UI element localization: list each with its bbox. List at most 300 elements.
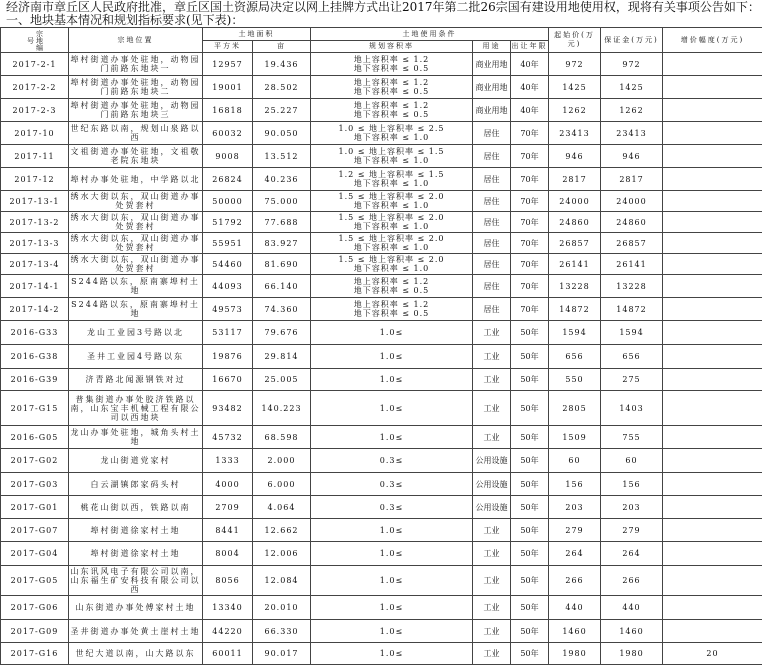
cell-use: 工业 bbox=[473, 519, 511, 542]
cell-deposit: 1460 bbox=[601, 620, 663, 643]
cell-location: 龙山办事处驻地，城角头村土地 bbox=[69, 426, 203, 449]
cell-sqm: 16818 bbox=[203, 99, 253, 122]
table-row bbox=[1, 76, 762, 99]
cell-start: 972 bbox=[549, 53, 601, 76]
cell-use: 工业 bbox=[473, 566, 511, 596]
cell-start: 1460 bbox=[549, 620, 601, 643]
table-row bbox=[1, 473, 762, 496]
cell-deposit: 946 bbox=[601, 145, 663, 168]
cell-sqm: 60011 bbox=[203, 643, 253, 665]
cell-sqm: 60032 bbox=[203, 122, 253, 145]
cell-mu: 12.006 bbox=[253, 542, 311, 566]
cell-use: 居住 bbox=[473, 254, 511, 275]
cell-inc bbox=[663, 519, 762, 542]
cell-term: 70年 bbox=[511, 145, 549, 168]
cell-use: 工业 bbox=[473, 542, 511, 566]
cell-use: 工业 bbox=[473, 620, 511, 643]
cell-code: 2016-G33 bbox=[1, 321, 69, 345]
table-row bbox=[1, 519, 762, 542]
cell-term: 50年 bbox=[511, 620, 549, 643]
cell-sqm: 2709 bbox=[203, 496, 253, 519]
cell-inc bbox=[663, 145, 762, 168]
cell-far: 1.0≤ bbox=[311, 391, 473, 426]
cell-deposit: 1980 bbox=[601, 643, 663, 665]
cell-mu: 66.330 bbox=[253, 620, 311, 643]
table-row bbox=[1, 369, 762, 391]
cell-start: 26141 bbox=[549, 254, 601, 275]
cell-sqm: 44220 bbox=[203, 620, 253, 643]
cell-use: 居住 bbox=[473, 191, 511, 212]
cell-start: 60 bbox=[549, 449, 601, 473]
cell-far: 1.0≤ bbox=[311, 542, 473, 566]
cell-sqm: 93482 bbox=[203, 391, 253, 426]
table-row bbox=[1, 426, 762, 449]
cell-code: 2017-13-3 bbox=[1, 233, 69, 254]
cell-term: 70年 bbox=[511, 168, 549, 191]
cell-inc bbox=[663, 233, 762, 254]
cell-deposit: 203 bbox=[601, 496, 663, 519]
table-row bbox=[1, 53, 762, 76]
cell-code: 2017-G02 bbox=[1, 449, 69, 473]
cell-far: 1.2 ≤ 地上容积率 ≤ 1.5 地下容积率 ≤ 1.0 bbox=[311, 168, 473, 191]
cell-location: 埠村街道办事处驻地，动物园门前路东地块二 bbox=[69, 76, 203, 99]
cell-deposit: 264 bbox=[601, 542, 663, 566]
cell-term: 40年 bbox=[511, 99, 549, 122]
cell-start: 266 bbox=[549, 566, 601, 596]
cell-sqm: 45732 bbox=[203, 426, 253, 449]
cell-code: 2017-12 bbox=[1, 168, 69, 191]
cell-use: 居住 bbox=[473, 298, 511, 321]
table-row bbox=[1, 122, 762, 145]
intro-text bbox=[6, 0, 762, 26]
header-conditions: 土地使用条件 bbox=[311, 28, 549, 41]
cell-inc bbox=[663, 542, 762, 566]
cell-far: 1.0≤ bbox=[311, 596, 473, 620]
cell-start: 2817 bbox=[549, 168, 601, 191]
cell-mu: 13.512 bbox=[253, 145, 311, 168]
cell-far: 地上容积率 ≤ 1.2 地下容积率 ≤ 0.5 bbox=[311, 76, 473, 99]
cell-deposit: 1425 bbox=[601, 76, 663, 99]
cell-deposit: 266 bbox=[601, 566, 663, 596]
cell-mu: 4.064 bbox=[253, 496, 311, 519]
cell-inc bbox=[663, 391, 762, 426]
cell-location: 文祖街道办事处驻地，文祖敬老院东地块 bbox=[69, 145, 203, 168]
cell-inc bbox=[663, 426, 762, 449]
cell-deposit: 972 bbox=[601, 53, 663, 76]
cell-far: 1.0≤ bbox=[311, 620, 473, 643]
table-row bbox=[1, 99, 762, 122]
table-row bbox=[1, 254, 762, 275]
cell-location: 绣水大街以东，双山街道办事处贺套村 bbox=[70, 234, 201, 252]
cell-use: 居住 bbox=[473, 212, 511, 233]
cell-location: S244路以东，原南寨埠村土地 bbox=[69, 275, 203, 298]
cell-deposit: 24000 bbox=[601, 191, 663, 212]
cell-sqm: 16670 bbox=[203, 369, 253, 391]
cell-sqm: 1333 bbox=[203, 449, 253, 473]
cell-start: 156 bbox=[549, 473, 601, 496]
cell-mu: 29.814 bbox=[253, 345, 311, 369]
cell-mu: 81.690 bbox=[253, 254, 311, 275]
cell-location: 圣井工业园4号路以东 bbox=[69, 345, 203, 369]
cell-start: 946 bbox=[549, 145, 601, 168]
cell-term: 50年 bbox=[511, 369, 549, 391]
cell-use: 工业 bbox=[473, 369, 511, 391]
cell-term: 70年 bbox=[511, 275, 549, 298]
cell-start: 2805 bbox=[549, 391, 601, 426]
cell-sqm: 19876 bbox=[203, 345, 253, 369]
cell-inc bbox=[663, 298, 762, 321]
cell-inc bbox=[663, 191, 762, 212]
cell-term: 70年 bbox=[511, 254, 549, 275]
table-header-row-1 bbox=[1, 28, 762, 41]
cell-inc bbox=[663, 76, 762, 99]
cell-start: 1980 bbox=[549, 643, 601, 665]
cell-far: 1.0≤ bbox=[311, 321, 473, 345]
cell-location: 绣水大街以东，双山街道办事处贺套村 bbox=[70, 213, 201, 231]
cell-code: 2017-G09 bbox=[1, 620, 69, 643]
cell-start: 656 bbox=[549, 345, 601, 369]
cell-code: 2016-G38 bbox=[1, 345, 69, 369]
table-row bbox=[1, 449, 762, 473]
intro-line-1: 经济南市章丘区人民政府批准，章丘区国土资源局决定以网上挂牌方式出让2017年第二批26宗国有建设用地使用权，现将有关事项公告如下： bbox=[6, 0, 760, 14]
cell-inc bbox=[663, 275, 762, 298]
cell-far: 1.0 ≤ 地上容积率 ≤ 1.5 地下容积率 ≤ 1.0 bbox=[311, 145, 473, 168]
table-row bbox=[1, 542, 762, 566]
cell-deposit: 24860 bbox=[601, 212, 663, 233]
cell-use: 工业 bbox=[473, 321, 511, 345]
cell-sqm: 8004 bbox=[203, 542, 253, 566]
cell-far: 1.0≤ bbox=[311, 345, 473, 369]
cell-code: 2017-2-3 bbox=[1, 99, 69, 122]
cell-code: 2017-G01 bbox=[1, 496, 69, 519]
cell-location: S244路以东，原南寨埠村土地 bbox=[69, 298, 203, 321]
header-location: 宗地位置 bbox=[69, 28, 203, 53]
cell-start: 24000 bbox=[549, 191, 601, 212]
header-start-price: 起始价(万元) bbox=[549, 28, 601, 53]
cell-mu: 40.236 bbox=[253, 168, 311, 191]
cell-mu: 140.223 bbox=[253, 391, 311, 426]
cell-deposit: 755 bbox=[601, 426, 663, 449]
cell-far: 地上容积率 ≤ 1.2 地下容积率 ≤ 0.5 bbox=[311, 99, 473, 122]
cell-term: 50年 bbox=[511, 542, 549, 566]
cell-far: 1.0 ≤ 地上容积率 ≤ 2.5 地下容积率 ≤ 1.0 bbox=[311, 122, 473, 145]
header-area: 土地面积 bbox=[203, 28, 311, 41]
cell-mu: 90.050 bbox=[253, 122, 311, 145]
cell-term: 70年 bbox=[511, 191, 549, 212]
table-row bbox=[1, 168, 762, 191]
cell-far: 0.3≤ bbox=[311, 473, 473, 496]
cell-start: 24860 bbox=[549, 212, 601, 233]
cell-code: 2017-14-1 bbox=[1, 275, 69, 298]
cell-deposit: 1262 bbox=[601, 99, 663, 122]
cell-inc: 20 bbox=[663, 643, 762, 665]
cell-deposit: 14872 bbox=[601, 298, 663, 321]
cell-location: 济青路北闻源钢铁对过 bbox=[69, 369, 203, 391]
table-row bbox=[1, 643, 762, 665]
land-parcel-table bbox=[0, 27, 762, 665]
cell-term: 50年 bbox=[511, 566, 549, 596]
header-increment: 增价幅度(万元) bbox=[663, 28, 762, 53]
cell-inc bbox=[663, 99, 762, 122]
cell-use: 工业 bbox=[473, 426, 511, 449]
cell-far: 1.0≤ bbox=[311, 643, 473, 665]
cell-term: 50年 bbox=[511, 321, 549, 345]
cell-far: 1.5 ≤ 地上容积率 ≤ 2.0 地下容积率 ≤ 1.0 bbox=[311, 191, 473, 212]
cell-code: 2017-G04 bbox=[1, 542, 69, 566]
table-row bbox=[1, 275, 762, 298]
cell-use: 居住 bbox=[473, 145, 511, 168]
cell-inc bbox=[663, 496, 762, 519]
cell-mu: 25.005 bbox=[253, 369, 311, 391]
table-row bbox=[1, 391, 762, 426]
cell-sqm: 50000 bbox=[203, 191, 253, 212]
cell-term: 50年 bbox=[511, 496, 549, 519]
cell-deposit: 26141 bbox=[601, 254, 663, 275]
table-row bbox=[1, 596, 762, 620]
cell-code: 2017-13-2 bbox=[1, 212, 69, 233]
cell-use: 工业 bbox=[473, 643, 511, 665]
cell-mu: 12.662 bbox=[253, 519, 311, 542]
cell-location: 圣井街道办事处黄土崖村土地 bbox=[69, 620, 203, 643]
cell-mu: 68.598 bbox=[253, 426, 311, 449]
cell-location: 埠村街道办事处驻地，动物园门前路东地块三 bbox=[69, 99, 203, 122]
cell-mu: 74.360 bbox=[253, 298, 311, 321]
cell-location: 普集街道办事处胶济铁路以南，山东宝丰机械工程有限公司以西地块 bbox=[69, 391, 203, 426]
cell-inc bbox=[663, 122, 762, 145]
cell-start: 1509 bbox=[549, 426, 601, 449]
header-code: 宗地编号 bbox=[1, 28, 69, 53]
cell-mu: 83.927 bbox=[253, 233, 311, 254]
cell-start: 203 bbox=[549, 496, 601, 519]
cell-deposit: 656 bbox=[601, 345, 663, 369]
table-row bbox=[1, 620, 762, 643]
cell-mu: 12.084 bbox=[253, 566, 311, 596]
cell-location: 绣水大街以东，双山街道办事处贺套村 bbox=[70, 255, 201, 273]
cell-code: 2017-14-2 bbox=[1, 298, 69, 321]
cell-inc bbox=[663, 53, 762, 76]
cell-far: 1.0≤ bbox=[311, 519, 473, 542]
cell-inc bbox=[663, 369, 762, 391]
cell-use: 居住 bbox=[473, 168, 511, 191]
cell-sqm: 51792 bbox=[203, 212, 253, 233]
header-plan-far: 规划容积率 bbox=[311, 41, 473, 53]
cell-sqm: 13340 bbox=[203, 596, 253, 620]
cell-deposit: 1594 bbox=[601, 321, 663, 345]
cell-location: 埠村街道徐家村土地 bbox=[69, 519, 203, 542]
cell-code: 2017-2-2 bbox=[1, 76, 69, 99]
cell-start: 1594 bbox=[549, 321, 601, 345]
cell-far: 1.0≤ bbox=[311, 369, 473, 391]
cell-start: 13228 bbox=[549, 275, 601, 298]
cell-code: 2017-G15 bbox=[1, 391, 69, 426]
cell-code: 2017-2-1 bbox=[1, 53, 69, 76]
cell-start: 264 bbox=[549, 542, 601, 566]
cell-far: 1.5 ≤ 地上容积率 ≤ 2.0 地下容积率 ≤ 1.0 bbox=[311, 233, 473, 254]
cell-term: 50年 bbox=[511, 449, 549, 473]
table-row bbox=[1, 345, 762, 369]
cell-inc bbox=[663, 566, 762, 596]
cell-term: 50年 bbox=[511, 391, 549, 426]
cell-location: 世纪大道以南，山大路以东 bbox=[69, 643, 203, 665]
cell-sqm: 9008 bbox=[203, 145, 253, 168]
cell-sqm: 49573 bbox=[203, 298, 253, 321]
cell-sqm: 26824 bbox=[203, 168, 253, 191]
header-area-sqm: 平方米 bbox=[203, 41, 253, 53]
cell-term: 40年 bbox=[511, 76, 549, 99]
cell-code: 2016-G05 bbox=[1, 426, 69, 449]
cell-location: 山东讯风电子有限公司以南，山东福生矿安科技有限公司以西 bbox=[70, 567, 201, 594]
cell-start: 1262 bbox=[549, 99, 601, 122]
cell-mu: 75.000 bbox=[253, 191, 311, 212]
cell-inc bbox=[663, 345, 762, 369]
cell-start: 26857 bbox=[549, 233, 601, 254]
cell-use: 公用设施 bbox=[473, 496, 511, 519]
cell-far: 1.0≤ bbox=[311, 566, 473, 596]
cell-deposit: 156 bbox=[601, 473, 663, 496]
cell-location: 白云湖镇郎家码头村 bbox=[69, 473, 203, 496]
cell-inc bbox=[663, 212, 762, 233]
cell-deposit: 1403 bbox=[601, 391, 663, 426]
cell-sqm: 4000 bbox=[203, 473, 253, 496]
cell-code: 2017-G05 bbox=[1, 566, 69, 596]
cell-term: 50年 bbox=[511, 519, 549, 542]
cell-start: 23413 bbox=[549, 122, 601, 145]
cell-far: 1.5 ≤ 地上容积率 ≤ 2.0 地下容积率 ≤ 1.0 bbox=[311, 254, 473, 275]
cell-deposit: 2817 bbox=[601, 168, 663, 191]
cell-sqm: 54460 bbox=[203, 254, 253, 275]
cell-mu: 90.017 bbox=[253, 643, 311, 665]
cell-sqm: 53117 bbox=[203, 321, 253, 345]
cell-deposit: 279 bbox=[601, 519, 663, 542]
table-row bbox=[1, 496, 762, 519]
cell-inc bbox=[663, 473, 762, 496]
cell-term: 70年 bbox=[511, 212, 549, 233]
cell-code: 2017-G07 bbox=[1, 519, 69, 542]
header-term: 出让年限 bbox=[511, 41, 549, 53]
cell-deposit: 23413 bbox=[601, 122, 663, 145]
cell-use: 公用设施 bbox=[473, 473, 511, 496]
cell-term: 40年 bbox=[511, 53, 549, 76]
cell-inc bbox=[663, 321, 762, 345]
cell-location: 埠村街道办事处驻地，动物园门前路东地块一 bbox=[69, 53, 203, 76]
cell-code: 2017-G03 bbox=[1, 473, 69, 496]
cell-use: 居住 bbox=[473, 275, 511, 298]
cell-use: 居住 bbox=[473, 233, 511, 254]
cell-use: 商业用地 bbox=[473, 76, 511, 99]
table-body bbox=[1, 53, 762, 665]
cell-deposit: 60 bbox=[601, 449, 663, 473]
cell-location: 绣水大街以东，双山街道办事处贺套村 bbox=[70, 192, 201, 210]
cell-far: 地上容积率 ≤ 1.2 地下容积率 ≤ 0.5 bbox=[311, 298, 473, 321]
table-row bbox=[1, 321, 762, 345]
table-row bbox=[1, 145, 762, 168]
cell-mu: 28.502 bbox=[253, 76, 311, 99]
table-row bbox=[1, 233, 762, 254]
cell-sqm: 12957 bbox=[203, 53, 253, 76]
cell-sqm: 8441 bbox=[203, 519, 253, 542]
table-row bbox=[1, 212, 762, 233]
cell-far: 0.3≤ bbox=[311, 496, 473, 519]
header-use: 用途 bbox=[473, 41, 511, 53]
cell-code: 2017-11 bbox=[1, 145, 69, 168]
cell-far: 1.5 ≤ 地上容积率 ≤ 2.0 地下容积率 ≤ 1.0 bbox=[311, 212, 473, 233]
cell-inc bbox=[663, 168, 762, 191]
cell-far: 地上容积率 ≤ 1.2 地下容积率 ≤ 0.5 bbox=[311, 275, 473, 298]
cell-deposit: 13228 bbox=[601, 275, 663, 298]
cell-sqm: 19001 bbox=[203, 76, 253, 99]
cell-inc bbox=[663, 620, 762, 643]
cell-start: 14872 bbox=[549, 298, 601, 321]
cell-start: 1425 bbox=[549, 76, 601, 99]
cell-term: 70年 bbox=[511, 122, 549, 145]
cell-term: 50年 bbox=[511, 345, 549, 369]
cell-use: 商业用地 bbox=[473, 99, 511, 122]
cell-mu: 6.000 bbox=[253, 473, 311, 496]
cell-use: 商业用地 bbox=[473, 53, 511, 76]
cell-location: 埠村街道徐家村土地 bbox=[69, 542, 203, 566]
cell-code: 2017-13-4 bbox=[1, 254, 69, 275]
cell-sqm: 8056 bbox=[203, 566, 253, 596]
cell-use: 工业 bbox=[473, 391, 511, 426]
cell-term: 50年 bbox=[511, 596, 549, 620]
cell-mu: 20.010 bbox=[253, 596, 311, 620]
cell-inc bbox=[663, 596, 762, 620]
intro-line-2: 一、地块基本情况和规划指标要求(见下表)： bbox=[6, 13, 244, 27]
cell-use: 工业 bbox=[473, 596, 511, 620]
cell-inc bbox=[663, 254, 762, 275]
cell-term: 50年 bbox=[511, 643, 549, 665]
cell-start: 550 bbox=[549, 369, 601, 391]
cell-mu: 19.436 bbox=[253, 53, 311, 76]
cell-location: 龙山工业园3号路以北 bbox=[69, 321, 203, 345]
cell-mu: 2.000 bbox=[253, 449, 311, 473]
table-row bbox=[1, 566, 762, 596]
cell-start: 279 bbox=[549, 519, 601, 542]
cell-start: 440 bbox=[549, 596, 601, 620]
cell-mu: 66.140 bbox=[253, 275, 311, 298]
cell-location: 世纪东路以南，规划山泉路以西 bbox=[69, 122, 203, 145]
cell-inc bbox=[663, 449, 762, 473]
cell-code: 2017-13-1 bbox=[1, 191, 69, 212]
cell-use: 居住 bbox=[473, 122, 511, 145]
cell-use: 公用设施 bbox=[473, 449, 511, 473]
cell-sqm: 44093 bbox=[203, 275, 253, 298]
cell-deposit: 26857 bbox=[601, 233, 663, 254]
cell-mu: 79.676 bbox=[253, 321, 311, 345]
cell-term: 50年 bbox=[511, 426, 549, 449]
cell-code: 2017-10 bbox=[1, 122, 69, 145]
cell-far: 1.0≤ bbox=[311, 426, 473, 449]
cell-mu: 77.688 bbox=[253, 212, 311, 233]
header-area-mu: 亩 bbox=[253, 41, 311, 53]
cell-code: 2017-G16 bbox=[1, 643, 69, 665]
cell-location: 桃花山街以西，铁路以南 bbox=[69, 496, 203, 519]
cell-location: 山东街道办事处傅家村土地 bbox=[69, 596, 203, 620]
cell-far: 0.3≤ bbox=[311, 449, 473, 473]
cell-far: 地上容积率 ≤ 1.2 地下容积率 ≤ 0.5 bbox=[311, 53, 473, 76]
cell-term: 70年 bbox=[511, 233, 549, 254]
cell-location: 龙山街道党家村 bbox=[69, 449, 203, 473]
cell-sqm: 55951 bbox=[203, 233, 253, 254]
cell-code: 2017-G06 bbox=[1, 596, 69, 620]
header-deposit: 保证金(万元) bbox=[601, 28, 663, 53]
cell-use: 工业 bbox=[473, 345, 511, 369]
table-row bbox=[1, 298, 762, 321]
cell-deposit: 440 bbox=[601, 596, 663, 620]
cell-deposit: 275 bbox=[601, 369, 663, 391]
table-row bbox=[1, 191, 762, 212]
cell-term: 50年 bbox=[511, 473, 549, 496]
